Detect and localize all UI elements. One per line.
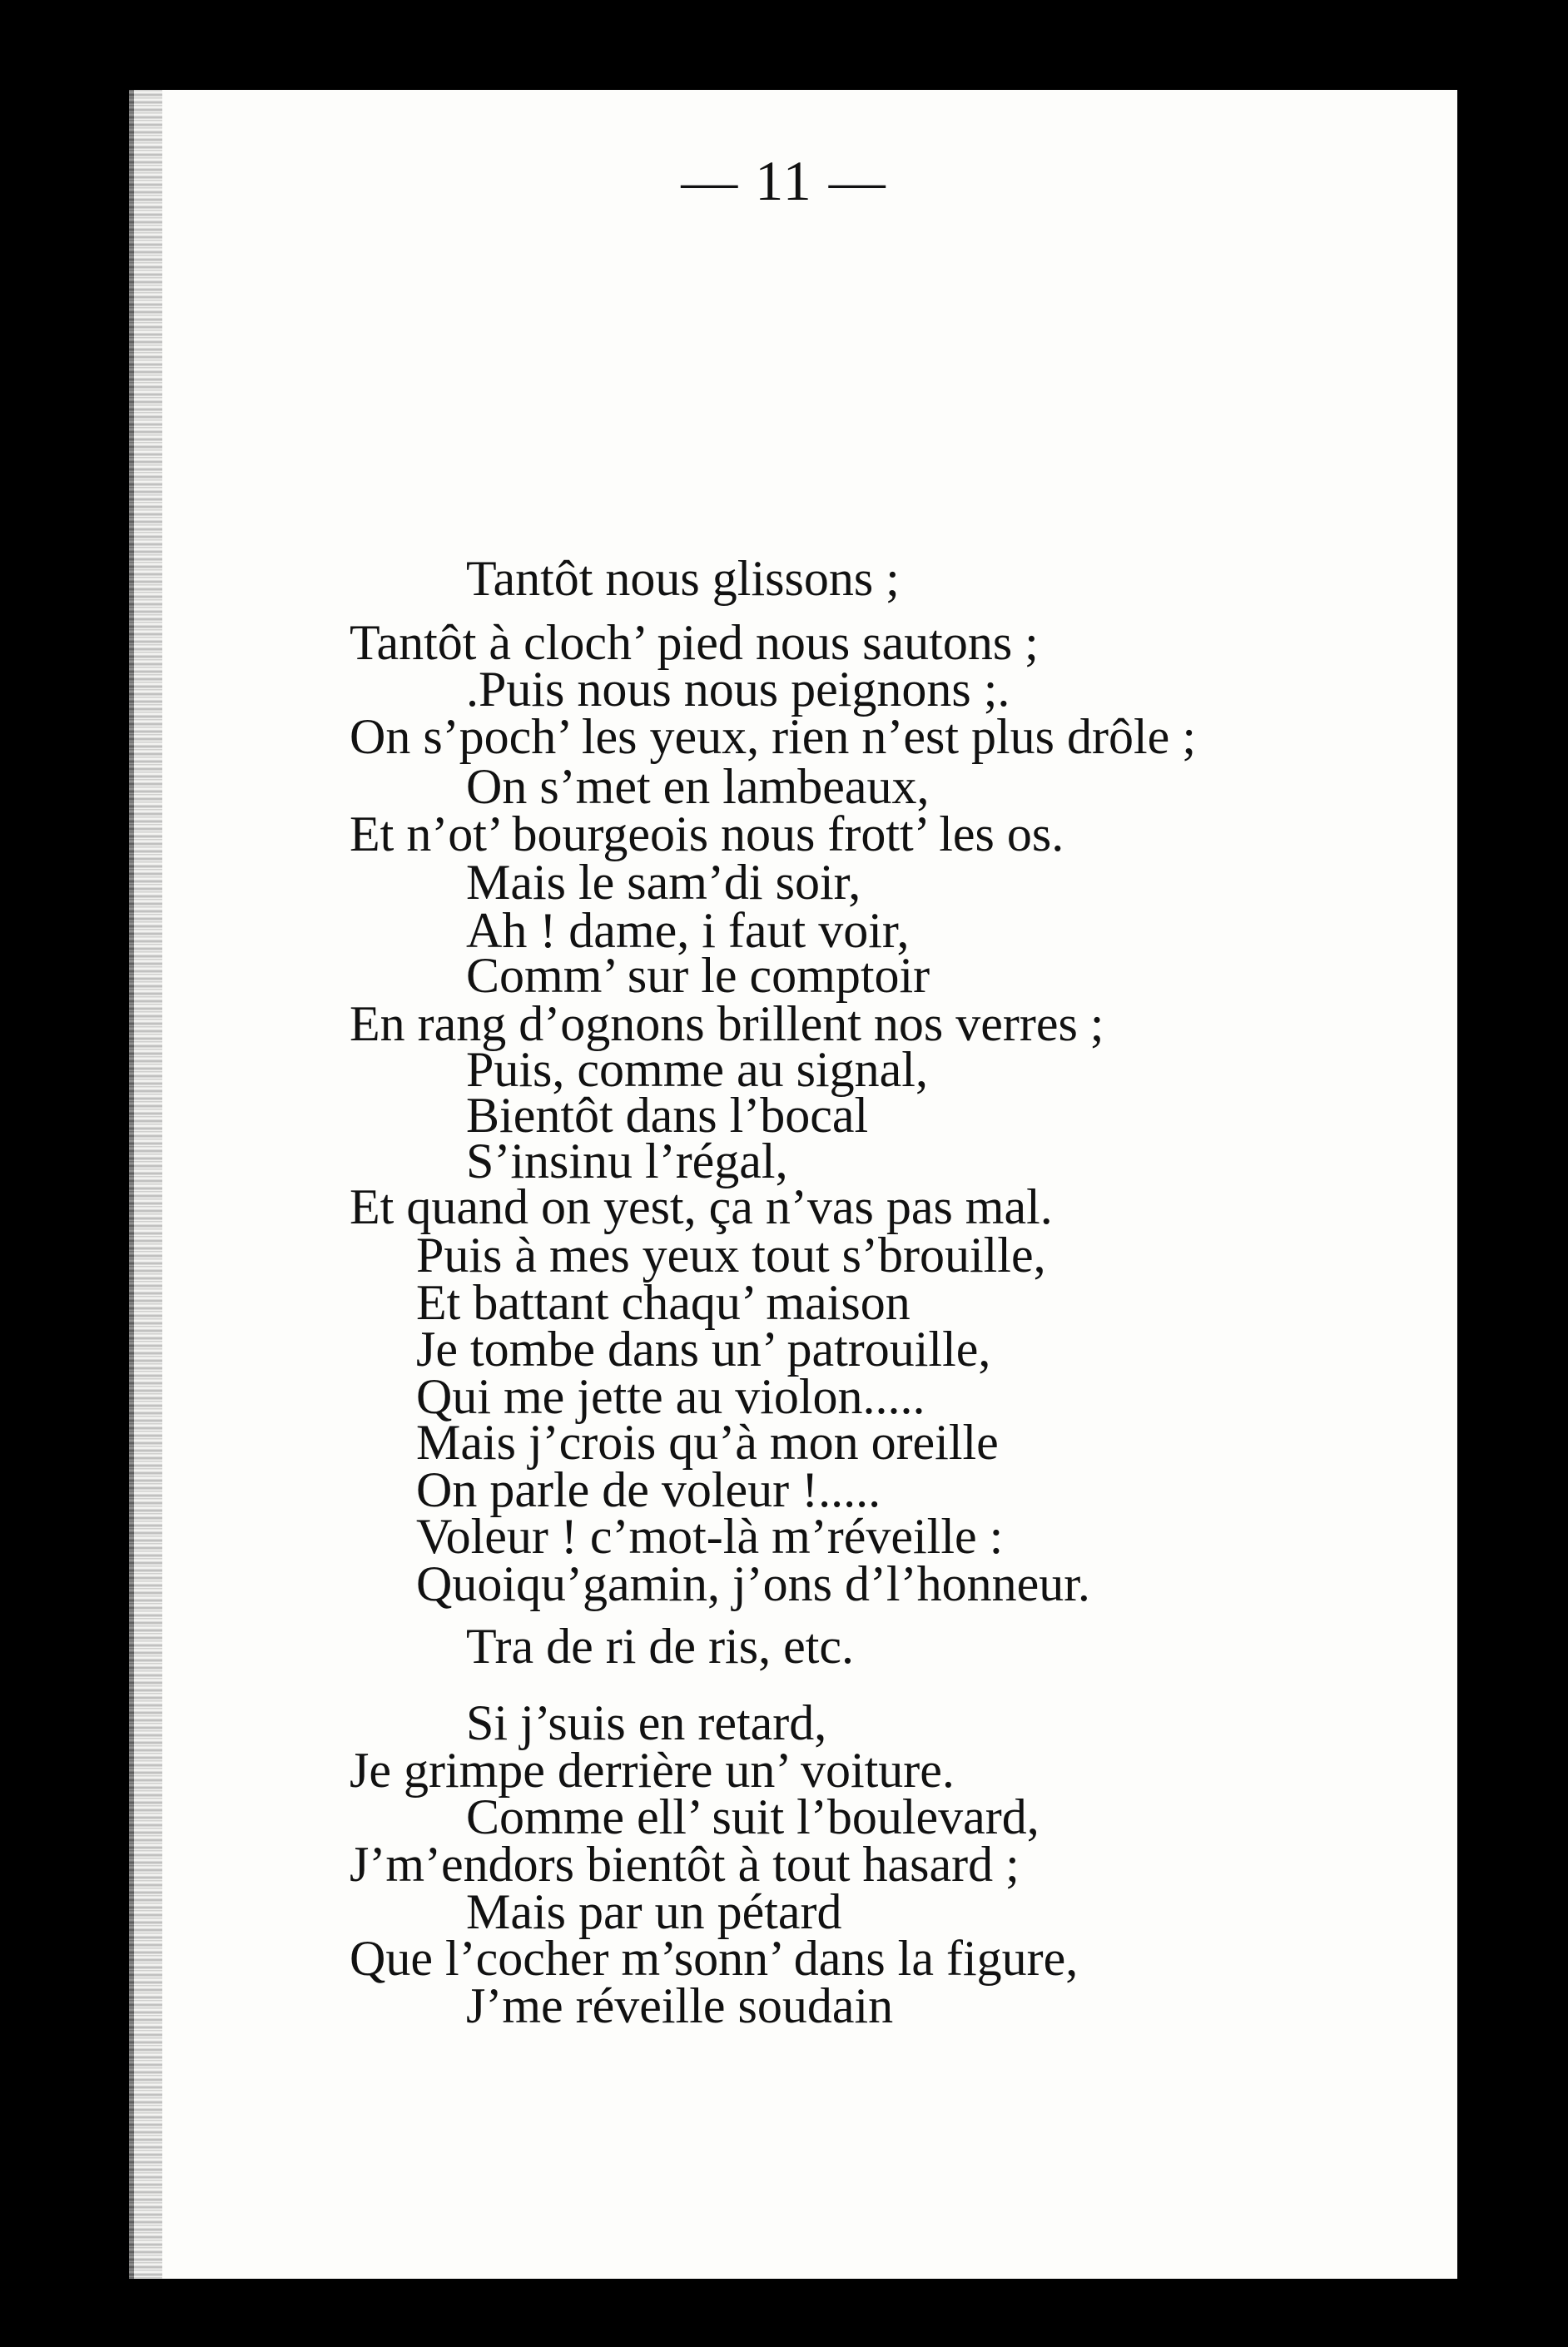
poem-line: On s’poch’ les yeux, rien n’est plus drôle ; <box>350 709 1196 764</box>
poem-line: Quoiqu’gamin, j’ons d’l’honneur. <box>416 1556 1090 1611</box>
poem-line: Si j’suis en retard, <box>466 1695 827 1750</box>
poem-line: Tantôt à cloch’ pied nous sautons ; <box>350 615 1039 670</box>
poem-line: Tra de ri de ris, etc. <box>466 1619 854 1674</box>
poem-line: Puis à mes yeux tout s’brouille, <box>416 1228 1046 1283</box>
poem-line: Et n’ot’ bourgeois nous frott’ les os. <box>350 806 1064 861</box>
poem-line: Bientôt dans l’bocal <box>466 1088 869 1143</box>
poem-line: Qui me jette au violon..... <box>416 1369 925 1424</box>
poem-line: Je tombe dans un’ patrouille, <box>416 1322 991 1377</box>
page-number: — 11 — <box>681 149 887 212</box>
poem-line: J’me réveille soudain <box>466 1978 894 2033</box>
poem-line: Comme ell’ suit l’boulevard, <box>466 1789 1040 1844</box>
poem-line: Mais j’crois qu’à mon oreille <box>416 1415 999 1470</box>
poem-line: On parle de voleur !..... <box>416 1462 881 1517</box>
poem-line: S’insinu l’régal, <box>466 1134 788 1188</box>
poem-line: Ah ! dame, i faut voir, <box>466 903 910 958</box>
poem-line: Et battant chaqu’ maison <box>416 1275 911 1330</box>
poem-line: Je grimpe derrière un’ voiture. <box>350 1743 955 1798</box>
poem-line: Tantôt nous glissons ; <box>466 551 900 606</box>
poem-line: Que l’cocher m’sonn’ dans la figure, <box>350 1931 1079 1986</box>
poem-line: .Puis nous nous peignons ;. <box>466 662 1010 717</box>
poem-line: Mais par un pétard <box>466 1884 842 1939</box>
poem-line: J’m’endors bientôt à tout hasard ; <box>350 1837 1020 1892</box>
poem-line: En rang d’ognons brillent nos verres ; <box>350 996 1104 1051</box>
poem-line: On s’met en lambeaux, <box>466 759 930 814</box>
page-gutter <box>129 90 162 2279</box>
poem-line: Puis, comme au signal, <box>466 1042 928 1097</box>
poem-line: Mais le sam’di soir, <box>466 855 861 910</box>
poem-line: Voleur ! c’mot-là m’réveille : <box>416 1509 1004 1564</box>
poem-line: Et quand on yest, ça n’vas pas mal. <box>350 1179 1053 1234</box>
poem-line: Comm’ sur le comptoir <box>466 948 930 1003</box>
